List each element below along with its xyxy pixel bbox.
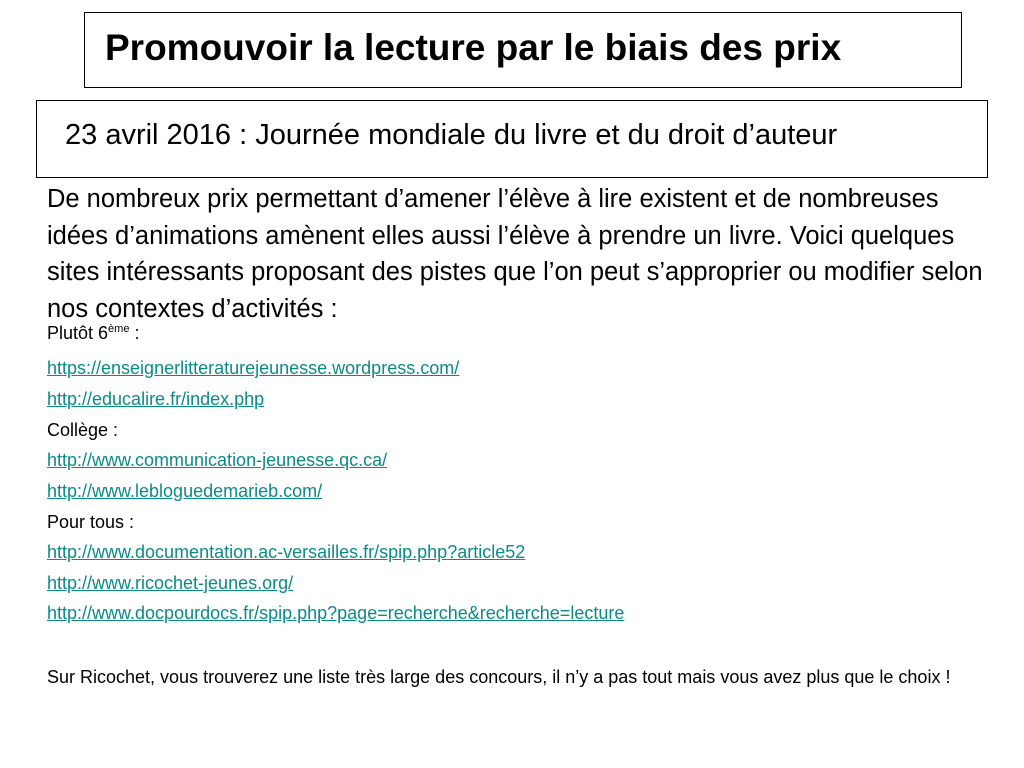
link-lebloguedemarieb[interactable]: http://www.lebloguedemarieb.com/ — [47, 481, 323, 501]
title-box — [84, 12, 962, 88]
section-label-6eme-suffix: : — [129, 323, 140, 343]
slide-title: Promouvoir la lecture par le biais des prix — [105, 27, 842, 68]
link-educalire[interactable]: http://educalire.fr/index.php — [47, 389, 265, 409]
intro-paragraph: De nombreux prix permettant d’amener l’élève à lire existent et de nombreuses idées d’animations amènent elles aussi l’élève à prendre un livre. Voici quelques sites intéressants proposant des pistes que l’on peut s’approprier ou modifier selon nos contextes d’activités : — [47, 185, 983, 323]
slide-subtitle: 23 avril 2016 : Journée mondiale du livre et du droit d’auteur — [65, 119, 838, 151]
outro-paragraph: Sur Ricochet, vous trouverez une liste très large des concours, il n’y a pas tout mais vous avez plus que le choix ! — [47, 667, 951, 687]
link-ac-versailles[interactable]: http://www.documentation.ac-versailles.fr/spip.php?article52 — [47, 542, 526, 562]
section-label-6eme — [47, 323, 139, 344]
section-label-tous: Pour tous : — [47, 512, 135, 532]
link-ricochet-jeunes[interactable]: http://www.ricochet-jeunes.org/ — [47, 573, 294, 593]
subtitle-box — [36, 100, 988, 178]
link-communication-jeunesse[interactable]: http://www.communication-jeunesse.qc.ca/ — [47, 450, 388, 470]
section-label-6eme-sup: ème — [108, 323, 130, 335]
link-enseignerlitteraturejeunesse[interactable]: https://enseignerlitteraturejeunesse.wordpress.com/ — [47, 358, 460, 378]
section-label-college: Collège : — [47, 420, 119, 440]
section-label-6eme-prefix: Plutôt 6 — [47, 323, 109, 343]
link-docpourdocs[interactable]: http://www.docpourdocs.fr/spip.php?page=recherche&recherche=lecture — [47, 603, 625, 623]
